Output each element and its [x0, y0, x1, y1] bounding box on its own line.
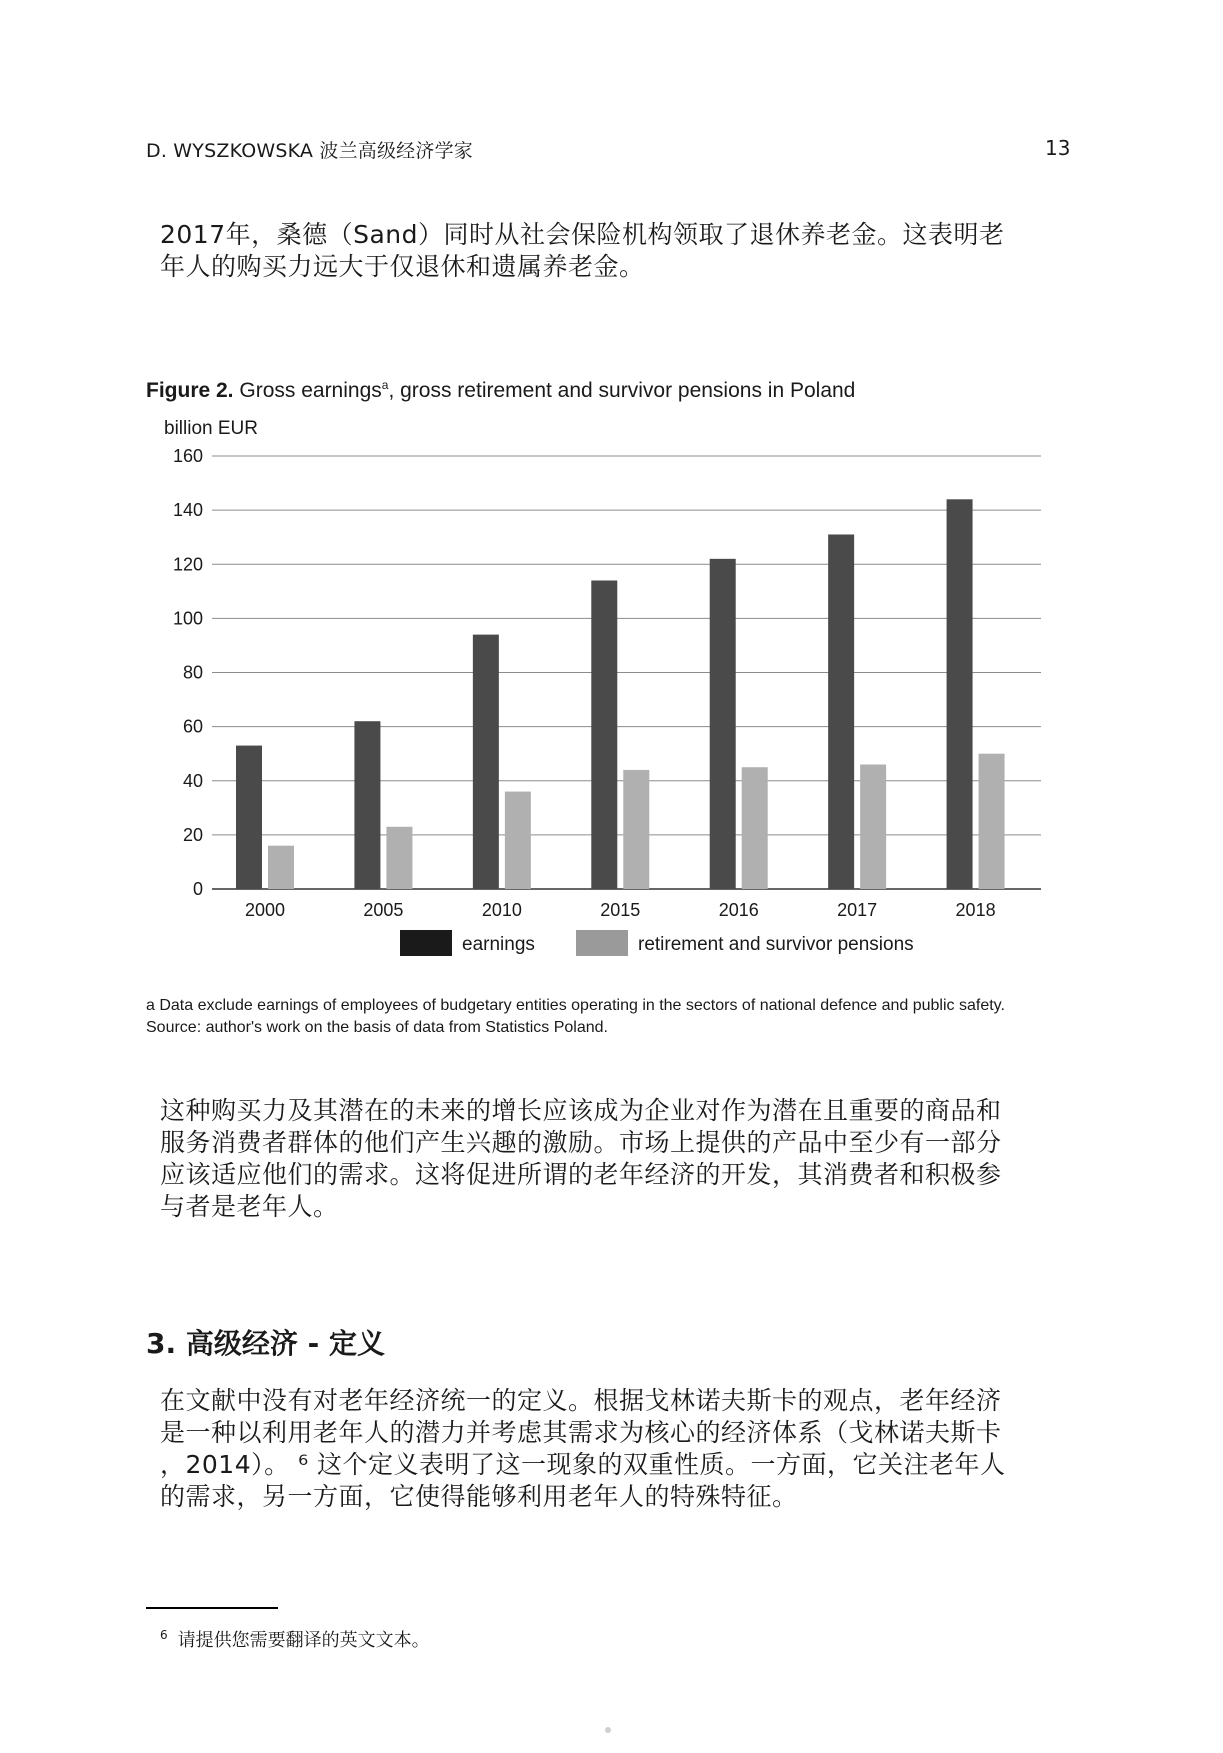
legend-label: earnings — [462, 934, 535, 955]
figure-notes — [146, 995, 1005, 1039]
bar-chart — [146, 410, 1046, 980]
x-tick-label: 2000 — [244, 900, 286, 920]
bar-earnings — [473, 635, 499, 889]
bar-pensions — [268, 846, 294, 889]
bar-earnings — [236, 746, 262, 889]
figure-title-part: Gross earnings — [233, 379, 382, 402]
figure-label: Figure 2. — [146, 379, 234, 402]
paragraph-1 — [160, 219, 1080, 283]
y-tick-label: 80 — [182, 662, 203, 683]
y-tick-label: 140 — [172, 500, 203, 521]
y-tick-label: 40 — [182, 770, 203, 791]
bar-earnings — [828, 534, 854, 889]
paragraph-line: 的需求，另一方面，它使得能够利用老年人的特殊特征。 — [160, 1482, 798, 1511]
y-tick-label: 120 — [172, 554, 203, 575]
paragraph-line: 2017年，桑德（Sand）同时从社会保险机构领取了退休养老金。这表明老 — [160, 220, 1005, 249]
y-tick-label: 0 — [192, 879, 203, 899]
footnote — [160, 1626, 430, 1652]
paragraph-line: 在文献中没有对老年经济统一的定义。根据戈林诺夫斯卡的观点，老年经济 — [160, 1386, 1002, 1415]
y-tick-label: 100 — [172, 608, 203, 629]
bar-pensions — [623, 770, 649, 889]
legend-label: retirement and survivor pensions — [638, 934, 914, 955]
x-tick-label: 2017 — [837, 900, 878, 920]
bars — [236, 499, 1005, 889]
legend-swatch-pensions — [576, 930, 628, 956]
y-tick-labels — [173, 446, 203, 899]
bar-pensions — [742, 767, 768, 889]
bar-pensions — [979, 754, 1005, 889]
figure-data-note: a Data exclude earnings of employees of budgetary entities operating in the sectors of national defence and public safety. — [146, 997, 1005, 1014]
x-tick-label: 2018 — [955, 900, 996, 920]
x-tick-label: 2005 — [363, 900, 404, 920]
legend-swatch-earnings — [400, 930, 452, 956]
y-axis-label: billion EUR — [164, 418, 258, 439]
x-tick-labels — [245, 900, 996, 920]
x-tick-label: 2016 — [718, 900, 759, 920]
footnote-text: 请提供您需要翻译的英文文本。 — [177, 1630, 430, 1651]
paragraph-line: 与者是老年人。 — [160, 1192, 339, 1221]
bar-earnings — [354, 721, 380, 889]
bar-earnings — [947, 499, 973, 889]
x-tick-label: 2010 — [481, 900, 522, 920]
bar-earnings — [710, 559, 736, 889]
legend — [400, 930, 914, 956]
figure-caption — [146, 378, 855, 403]
x-tick-label: 2015 — [600, 900, 641, 920]
paragraph-3 — [160, 1385, 1080, 1513]
section-heading: 3. 高级经济 - 定义 — [146, 1327, 385, 1360]
running-header-author: D. WYSZKOWSKA 波兰高级经济学家 — [146, 140, 473, 162]
page-indicator-dot — [605, 1727, 611, 1733]
y-tick-label: 20 — [182, 824, 203, 845]
footnote-number: 6 — [160, 1628, 168, 1642]
paragraph-line: 服务消费者群体的他们产生兴趣的激励。市场上提供的产品中至少有一部分 — [160, 1128, 1002, 1157]
figure-source: Source: author's work on the basis of data from Statistics Poland. — [146, 1019, 608, 1036]
paragraph-2 — [160, 1095, 1080, 1223]
bar-pensions — [386, 827, 412, 889]
paragraph-line: 这种购买力及其潜在的未来的增长应该成为企业对作为潜在且重要的商品和 — [160, 1096, 1002, 1125]
y-tick-label: 160 — [172, 446, 203, 466]
y-tick-label: 60 — [182, 716, 203, 737]
paragraph-line: 应该适应他们的需求。这将促进所谓的老年经济的开发，其消费者和积极参 — [160, 1160, 1002, 1189]
footnote-marker: a — [381, 378, 389, 392]
paragraph-line: ，2014）。 ⁶ 这个定义表明了这一现象的双重性质。一方面，它关注老年人 — [160, 1450, 1006, 1479]
paragraph-line: 是一种以利用老年人的潜力并考虑其需求为核心的经济体系（戈林诺夫斯卡 — [160, 1418, 1002, 1447]
paragraph-line: 年人的购买力远大于仅退休和遗属养老金。 — [160, 252, 645, 281]
page-number: 13 — [1045, 136, 1071, 160]
bar-earnings — [591, 580, 617, 889]
bar-pensions — [505, 792, 531, 889]
figure-title-part: , gross retirement and survivor pensions in Poland — [388, 379, 856, 402]
footnote-divider — [146, 1607, 278, 1609]
bar-pensions — [860, 765, 886, 889]
